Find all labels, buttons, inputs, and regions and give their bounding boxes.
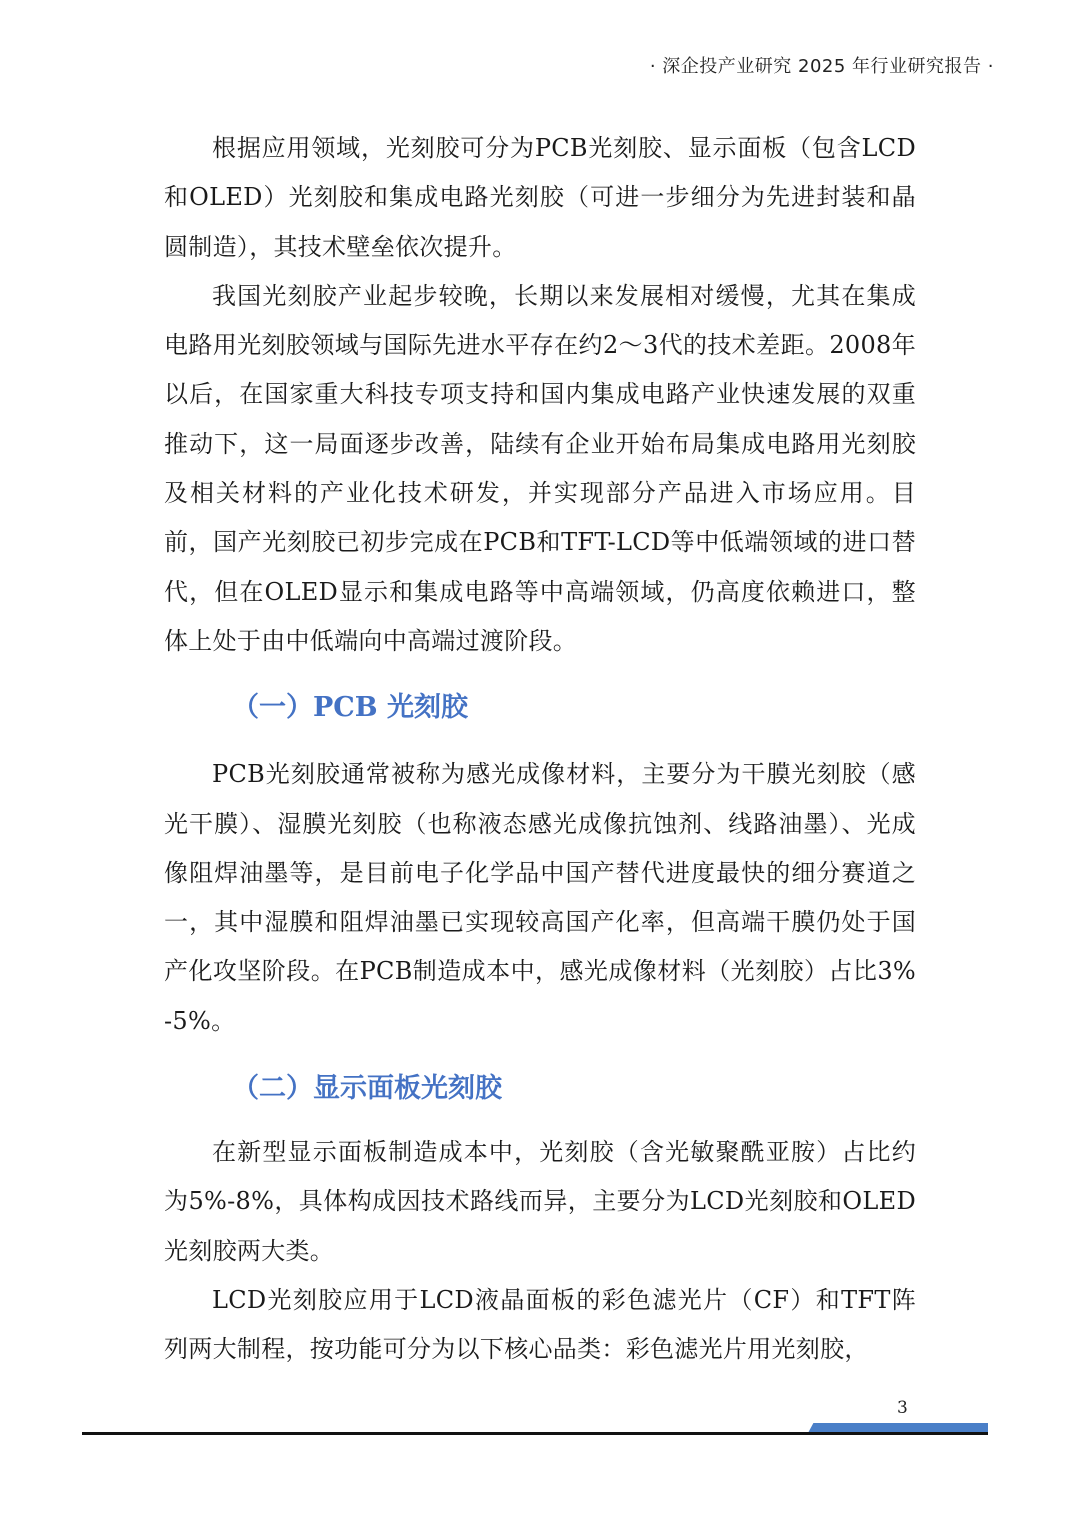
section-heading-display-photoresist: （二）显示面板光刻胶 [232, 1073, 502, 1105]
document-body [164, 124, 916, 1375]
paragraph-lcd-photoresist: LCD光刻胶应用于LCD液晶面板的彩色滤光片（CF）和TFT阵列两大制程，按功能可分为以下核心品类：彩色滤光片用光刻胶， [164, 1285, 916, 1364]
report-header: · 深企投产业研究 2025 年行业研究报告 · [649, 56, 994, 77]
section-heading-pcb-photoresist: （一）PCB 光刻胶 [232, 692, 469, 724]
footer-rule [82, 1432, 988, 1435]
paragraph-application-classification: 根据应用领域，光刻胶可分为PCB光刻胶、显示面板（包含LCD和OLED）光刻胶和集成电路光刻胶（可进一步细分为先进封装和晶圆制造），其技术壁垒依次提升。 [164, 134, 916, 261]
page-number: 3 [897, 1398, 908, 1418]
paragraph-domestic-industry-status: 我国光刻胶产业起步较晚，长期以来发展相对缓慢，尤其在集成电路用光刻胶领域与国际先进水平存在约2～3代的技术差距。2008年以后，在国家重大科技专项支持和国内集成电路产业快速发展的双重推动下，这一局面逐步改善，陆续有企业开始布局集成电路用光刻胶及相关材料的产业化技术研发，并实现部分产品进入市场应用。目前，国产光刻胶已初步完成在PCB和TFT-LCD等中低端领域的进口替代，但在OLED显示和集成电路等中高端领域，仍高度依赖进口，整体上处于由中低端向中高端过渡阶段。 [164, 281, 916, 655]
paragraph-pcb-photoresist: PCB光刻胶通常被称为感光成像材料，主要分为干膜光刻胶（感光干膜）、湿膜光刻胶（也称液态感光成像抗蚀剂、线路油墨）、光成像阻焊油墨等，是目前电子化学品中国产替代进度最快的细分赛道之一，其中湿膜和阻焊油墨已实现较高国产化率，但高端干膜仍处于国产化攻坚阶段。在PCB制造成本中，感光成像材料（光刻胶）占比3%-5%。 [164, 760, 916, 1035]
paragraph-display-cost-share: 在新型显示面板制造成本中，光刻胶（含光敏聚酰亚胺）占比约为5%-8%，具体构成因技术路线而异，主要分为LCD光刻胶和OLED光刻胶两大类。 [164, 1138, 916, 1265]
